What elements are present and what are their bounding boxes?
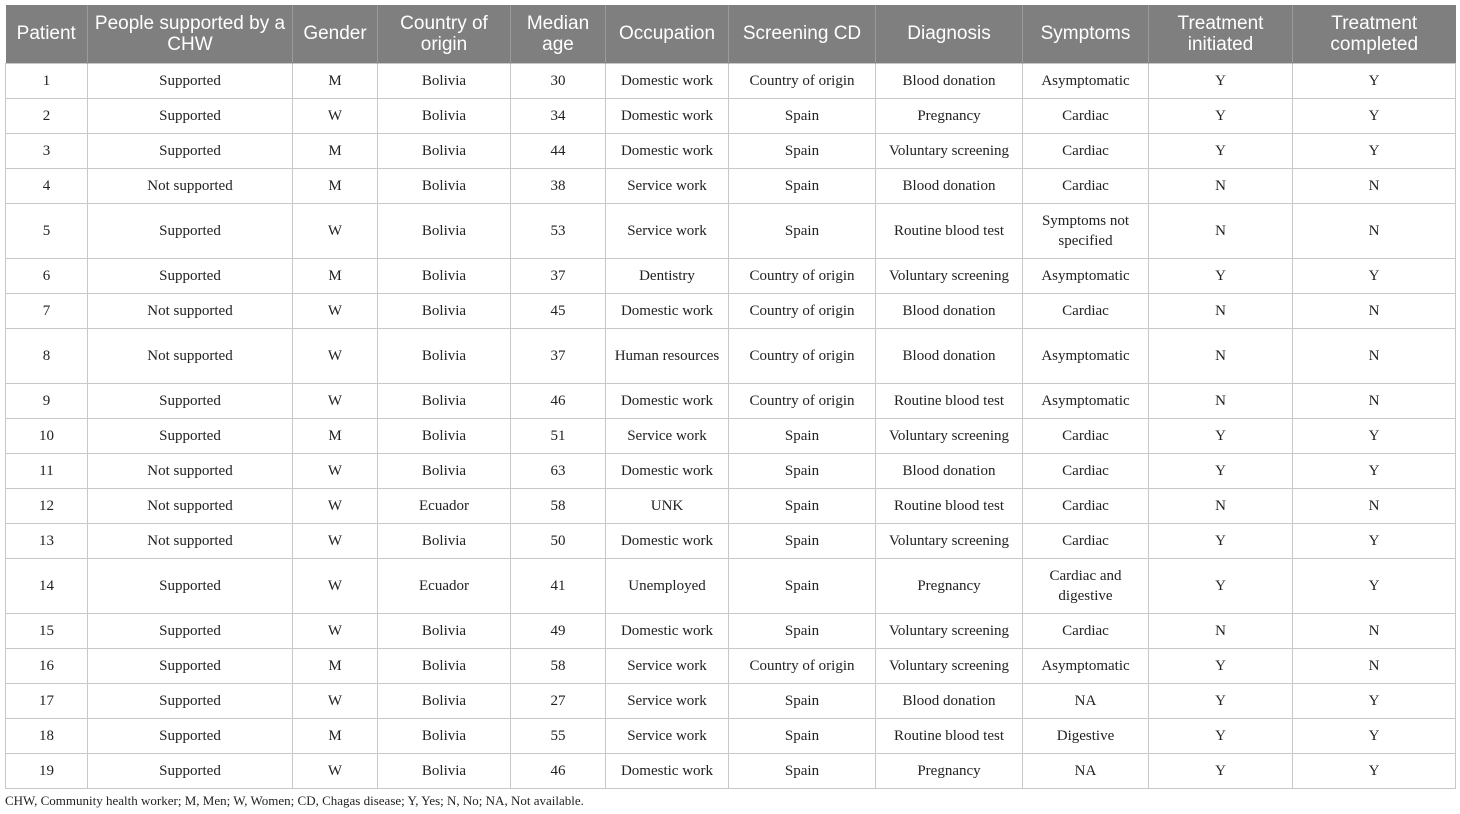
table-cell: W	[293, 383, 378, 418]
table-cell: Spain	[729, 613, 876, 648]
table-cell: Y	[1149, 98, 1293, 133]
table-cell: Voluntary screening	[876, 613, 1023, 648]
table-cell: Y	[1293, 683, 1456, 718]
table-cell: Unemployed	[606, 558, 729, 613]
table-cell: Dentistry	[606, 258, 729, 293]
table-cell: Spain	[729, 523, 876, 558]
column-header: Gender	[293, 5, 378, 63]
table-cell: Y	[1149, 258, 1293, 293]
table-cell: 27	[511, 683, 606, 718]
table-cell: 44	[511, 133, 606, 168]
table-cell: Spain	[729, 98, 876, 133]
table-cell: Y	[1293, 453, 1456, 488]
table-cell: Domestic work	[606, 133, 729, 168]
table-row	[6, 613, 1456, 648]
table-header-row	[6, 5, 1456, 63]
table-cell: Not supported	[88, 328, 293, 383]
table-cell: 38	[511, 168, 606, 203]
table-cell: Routine blood test	[876, 383, 1023, 418]
table-cell: NA	[1023, 753, 1149, 788]
table-cell: M	[293, 258, 378, 293]
table-cell: 50	[511, 523, 606, 558]
table-cell: 15	[6, 613, 88, 648]
table-cell: 63	[511, 453, 606, 488]
table-cell: Spain	[729, 718, 876, 753]
table-cell: 1	[6, 63, 88, 98]
table-cell: Domestic work	[606, 753, 729, 788]
column-header: People supported by a CHW	[88, 5, 293, 63]
table-cell: UNK	[606, 488, 729, 523]
table-cell: Y	[1293, 523, 1456, 558]
table-cell: Bolivia	[378, 203, 511, 258]
table-cell: Country of origin	[729, 293, 876, 328]
table-cell: M	[293, 168, 378, 203]
table-cell: Country of origin	[729, 383, 876, 418]
table-cell: Y	[1149, 453, 1293, 488]
column-header: Treatment initiated	[1149, 5, 1293, 63]
table-cell: Cardiac	[1023, 418, 1149, 453]
table-cell: M	[293, 63, 378, 98]
table-body	[6, 63, 1456, 788]
table-cell: W	[293, 328, 378, 383]
table-row	[6, 523, 1456, 558]
table-cell: Not supported	[88, 168, 293, 203]
table-row	[6, 648, 1456, 683]
table-cell: Y	[1293, 63, 1456, 98]
table-cell: N	[1149, 488, 1293, 523]
table-cell: 8	[6, 328, 88, 383]
table-cell: 46	[511, 383, 606, 418]
table-cell: Supported	[88, 133, 293, 168]
table-cell: 53	[511, 203, 606, 258]
table-cell: N	[1149, 328, 1293, 383]
table-cell: Cardiac and digestive	[1023, 558, 1149, 613]
table-cell: 37	[511, 328, 606, 383]
table-cell: Domestic work	[606, 453, 729, 488]
table-cell: M	[293, 133, 378, 168]
table-cell: Asymptomatic	[1023, 63, 1149, 98]
table-row	[6, 98, 1456, 133]
table-cell: Spain	[729, 753, 876, 788]
table-cell: Country of origin	[729, 258, 876, 293]
table-cell: 16	[6, 648, 88, 683]
table-row	[6, 203, 1456, 258]
table-cell: 17	[6, 683, 88, 718]
table-row	[6, 453, 1456, 488]
table-cell: Spain	[729, 133, 876, 168]
table-cell: Voluntary screening	[876, 418, 1023, 453]
table-cell: Supported	[88, 418, 293, 453]
table-cell: 10	[6, 418, 88, 453]
table-cell: Spain	[729, 418, 876, 453]
table-cell: Cardiac	[1023, 168, 1149, 203]
table-row	[6, 133, 1456, 168]
column-header: Symptoms	[1023, 5, 1149, 63]
table-cell: W	[293, 453, 378, 488]
table-cell: Cardiac	[1023, 488, 1149, 523]
table-cell: Asymptomatic	[1023, 258, 1149, 293]
table-cell: Y	[1293, 133, 1456, 168]
table-cell: M	[293, 418, 378, 453]
table-cell: Routine blood test	[876, 718, 1023, 753]
table-cell: Domestic work	[606, 523, 729, 558]
table-cell: Supported	[88, 558, 293, 613]
table-cell: Domestic work	[606, 63, 729, 98]
table-cell: Y	[1293, 258, 1456, 293]
table-cell: Supported	[88, 753, 293, 788]
table-cell: Y	[1149, 648, 1293, 683]
table-cell: Asymptomatic	[1023, 383, 1149, 418]
table-cell: Blood donation	[876, 293, 1023, 328]
table-cell: 14	[6, 558, 88, 613]
column-header: Occupation	[606, 5, 729, 63]
table-cell: Y	[1149, 418, 1293, 453]
table-cell: 11	[6, 453, 88, 488]
column-header: Median age	[511, 5, 606, 63]
table-cell: N	[1149, 293, 1293, 328]
table-row	[6, 383, 1456, 418]
table-cell: Y	[1149, 753, 1293, 788]
table-cell: 2	[6, 98, 88, 133]
table-cell: Blood donation	[876, 328, 1023, 383]
table-cell: Country of origin	[729, 328, 876, 383]
column-header: Treatment completed	[1293, 5, 1456, 63]
table-cell: Domestic work	[606, 383, 729, 418]
column-header: Patient	[6, 5, 88, 63]
table-cell: Supported	[88, 203, 293, 258]
table-cell: W	[293, 203, 378, 258]
table-row	[6, 418, 1456, 453]
table-cell: W	[293, 613, 378, 648]
table-cell: W	[293, 488, 378, 523]
table-cell: Cardiac	[1023, 613, 1149, 648]
column-header: Diagnosis	[876, 5, 1023, 63]
table-row	[6, 718, 1456, 753]
table-cell: Service work	[606, 203, 729, 258]
table-cell: Supported	[88, 683, 293, 718]
table-cell: Y	[1149, 683, 1293, 718]
table-cell: N	[1149, 613, 1293, 648]
table-cell: 13	[6, 523, 88, 558]
table-cell: Asymptomatic	[1023, 648, 1149, 683]
table-cell: Cardiac	[1023, 523, 1149, 558]
table-cell: 51	[511, 418, 606, 453]
table-cell: 19	[6, 753, 88, 788]
table-cell: Bolivia	[378, 63, 511, 98]
table-cell: Blood donation	[876, 63, 1023, 98]
table-cell: Y	[1293, 753, 1456, 788]
table-cell: 9	[6, 383, 88, 418]
table-cell: 30	[511, 63, 606, 98]
table-cell: 46	[511, 753, 606, 788]
table-cell: Service work	[606, 648, 729, 683]
table-cell: Not supported	[88, 453, 293, 488]
column-header: Screening CD	[729, 5, 876, 63]
table-cell: Supported	[88, 63, 293, 98]
table-cell: Cardiac	[1023, 98, 1149, 133]
table-cell: Routine blood test	[876, 488, 1023, 523]
table-cell: Y	[1293, 718, 1456, 753]
table-cell: Bolivia	[378, 523, 511, 558]
table-cell: W	[293, 523, 378, 558]
table-cell: Supported	[88, 98, 293, 133]
table-cell: Domestic work	[606, 293, 729, 328]
table-cell: N	[1149, 383, 1293, 418]
table-cell: Human resources	[606, 328, 729, 383]
table-cell: Y	[1149, 718, 1293, 753]
table-cell: Asymptomatic	[1023, 328, 1149, 383]
table-cell: Symptoms not specified	[1023, 203, 1149, 258]
table-row	[6, 683, 1456, 718]
table-cell: W	[293, 98, 378, 133]
table-cell: W	[293, 293, 378, 328]
table-row	[6, 558, 1456, 613]
table-cell: N	[1293, 168, 1456, 203]
table-cell: N	[1293, 328, 1456, 383]
table-cell: 3	[6, 133, 88, 168]
table-cell: Bolivia	[378, 718, 511, 753]
table-cell: Spain	[729, 203, 876, 258]
table-cell: 55	[511, 718, 606, 753]
table-cell: 7	[6, 293, 88, 328]
table-cell: Spain	[729, 683, 876, 718]
table-cell: Blood donation	[876, 168, 1023, 203]
table-cell: 12	[6, 488, 88, 523]
table-cell: 45	[511, 293, 606, 328]
table-cell: Bolivia	[378, 328, 511, 383]
table-cell: N	[1293, 203, 1456, 258]
table-cell: Bolivia	[378, 683, 511, 718]
table-cell: Bolivia	[378, 453, 511, 488]
table-cell: Y	[1293, 98, 1456, 133]
table-row	[6, 328, 1456, 383]
table-cell: Supported	[88, 383, 293, 418]
table-cell: N	[1149, 203, 1293, 258]
table-cell: Not supported	[88, 293, 293, 328]
table-cell: Service work	[606, 418, 729, 453]
table-cell: Blood donation	[876, 453, 1023, 488]
table-cell: Pregnancy	[876, 98, 1023, 133]
table-cell: Blood donation	[876, 683, 1023, 718]
table-cell: Not supported	[88, 488, 293, 523]
table-cell: Service work	[606, 718, 729, 753]
table-cell: Bolivia	[378, 133, 511, 168]
table-cell: Service work	[606, 683, 729, 718]
table-cell: 6	[6, 258, 88, 293]
table-cell: Cardiac	[1023, 133, 1149, 168]
table-cell: Ecuador	[378, 558, 511, 613]
table-cell: Y	[1293, 558, 1456, 613]
table-cell: Bolivia	[378, 383, 511, 418]
table-cell: Supported	[88, 613, 293, 648]
table-cell: W	[293, 683, 378, 718]
table-cell: Bolivia	[378, 648, 511, 683]
table-cell: 41	[511, 558, 606, 613]
table-row	[6, 168, 1456, 203]
table-cell: W	[293, 753, 378, 788]
table-row	[6, 753, 1456, 788]
table-cell: 58	[511, 648, 606, 683]
table-cell: Supported	[88, 258, 293, 293]
table-cell: Spain	[729, 453, 876, 488]
table-cell: Cardiac	[1023, 293, 1149, 328]
table-cell: Bolivia	[378, 418, 511, 453]
table-cell: Spain	[729, 488, 876, 523]
table-cell: Service work	[606, 168, 729, 203]
table-cell: Voluntary screening	[876, 258, 1023, 293]
table-cell: Bolivia	[378, 258, 511, 293]
table-cell: Cardiac	[1023, 453, 1149, 488]
table-cell: N	[1293, 613, 1456, 648]
table-row	[6, 63, 1456, 98]
table-cell: Voluntary screening	[876, 523, 1023, 558]
table-cell: Y	[1149, 523, 1293, 558]
table-cell: Supported	[88, 718, 293, 753]
table-cell: Not supported	[88, 523, 293, 558]
table-cell: N	[1293, 488, 1456, 523]
table-cell: Bolivia	[378, 613, 511, 648]
table-cell: Pregnancy	[876, 753, 1023, 788]
patients-table	[5, 5, 1456, 789]
table-cell: Y	[1149, 133, 1293, 168]
table-cell: Domestic work	[606, 613, 729, 648]
table-cell: 58	[511, 488, 606, 523]
table-cell: M	[293, 648, 378, 683]
table-cell: N	[1149, 168, 1293, 203]
table-cell: 4	[6, 168, 88, 203]
table-cell: W	[293, 558, 378, 613]
table-cell: Y	[1293, 418, 1456, 453]
table-cell: Y	[1149, 558, 1293, 613]
table-cell: NA	[1023, 683, 1149, 718]
table-cell: 37	[511, 258, 606, 293]
table-cell: Country of origin	[729, 648, 876, 683]
table-cell: 18	[6, 718, 88, 753]
table-cell: 34	[511, 98, 606, 133]
table-cell: N	[1293, 293, 1456, 328]
table-cell: Ecuador	[378, 488, 511, 523]
table-cell: Country of origin	[729, 63, 876, 98]
table-cell: M	[293, 718, 378, 753]
table-cell: Supported	[88, 648, 293, 683]
table-cell: Bolivia	[378, 98, 511, 133]
table-cell: Routine blood test	[876, 203, 1023, 258]
table-cell: Spain	[729, 168, 876, 203]
table-cell: Bolivia	[378, 293, 511, 328]
table-cell: N	[1293, 383, 1456, 418]
table-cell: Voluntary screening	[876, 648, 1023, 683]
table-row	[6, 488, 1456, 523]
table-row	[6, 293, 1456, 328]
table-footnote: CHW, Community health worker; M, Men; W, Women; CD, Chagas disease; Y, Yes; N, No; NA, Not available.	[5, 793, 584, 808]
table-cell: Pregnancy	[876, 558, 1023, 613]
table-cell: Bolivia	[378, 168, 511, 203]
table-cell: Y	[1149, 63, 1293, 98]
table-cell: Voluntary screening	[876, 133, 1023, 168]
table-cell: N	[1293, 648, 1456, 683]
column-header: Country of origin	[378, 5, 511, 63]
table-cell: 49	[511, 613, 606, 648]
table-cell: Domestic work	[606, 98, 729, 133]
table-cell: Digestive	[1023, 718, 1149, 753]
table-cell: Bolivia	[378, 753, 511, 788]
table-cell: Spain	[729, 558, 876, 613]
table-cell: 5	[6, 203, 88, 258]
table-row	[6, 258, 1456, 293]
